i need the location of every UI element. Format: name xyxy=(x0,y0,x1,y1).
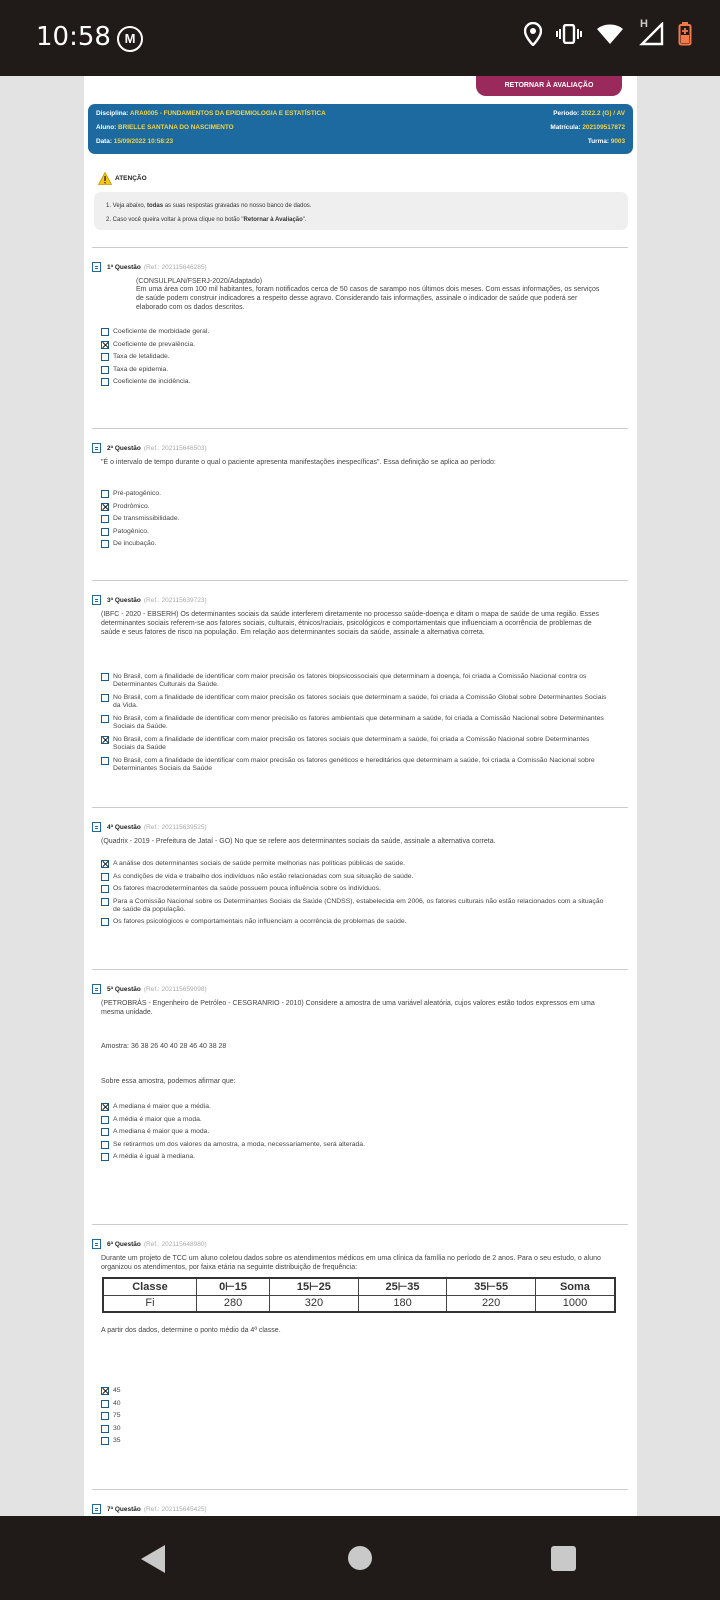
checkbox[interactable] xyxy=(101,1437,109,1445)
question-1-title: 1ª Questão (Ref.: 202115646285) xyxy=(92,262,207,272)
document-icon xyxy=(92,822,101,832)
checkbox[interactable] xyxy=(101,873,109,881)
student-info-box: Disciplina: ARA0005 - FUNDAMENTOS DA EPIDEMIOLOGIA E ESTATÍSTICA Período: 2022.2 (G) / AV Aluno: BRIELLE SANTANA DO NASCIMENTO Matrícula: 202109517872 Data: 15/09/2022 10:58:23 Turma: 9003 xyxy=(88,104,633,154)
document-icon xyxy=(92,1239,101,1249)
checkbox[interactable] xyxy=(101,490,109,498)
option[interactable]: No Brasil, com a finalidade de identificar com maior precisão os fatores sociais que determinam a saúde, foi criada a Comissão Nacional sobre Determinantes Sociais da Saúde xyxy=(101,736,611,752)
option[interactable]: 35 xyxy=(101,1437,121,1445)
option[interactable]: Se retirarmos um dos valores da amostra, a moda, necessariamente, será alterada. xyxy=(101,1141,365,1149)
option[interactable]: A análise dos determinantes sociais de saúde permite melhorias nas políticas públicas de saúde. xyxy=(101,860,611,868)
option[interactable]: Coeficiente de morbidade geral. xyxy=(101,328,209,336)
clock: 10:58 xyxy=(36,22,111,52)
question-6-stem: Durante um projeto de TCC um aluno coletou dados sobre os atendimentos médicos em uma clínica da família no período de 2 anos. Para o seu estudo, o aluno organizou os atendimentos, por faixa etária na seguinte distribuição de frequência: xyxy=(101,1255,601,1271)
checkbox[interactable] xyxy=(101,540,109,548)
exam-date: 15/09/2022 10:58:23 xyxy=(113,138,174,145)
question-6-options xyxy=(101,1387,121,1445)
checkbox[interactable] xyxy=(101,528,109,536)
checkbox[interactable] xyxy=(101,353,109,361)
course-name: FUNDAMENTOS DA EPIDEMIOLOGIA E ESTATÍSTICA xyxy=(163,110,326,117)
option[interactable]: De incubação. xyxy=(101,540,180,548)
divider xyxy=(92,1489,628,1490)
network-type: H xyxy=(640,18,648,30)
option[interactable]: A mediana é maior que a moda. xyxy=(101,1128,365,1136)
question-4-title: 4ª Questão (Ref.: 202115639525) xyxy=(92,822,207,832)
question-7-title: 7ª Questão (Ref.: 202115645425) xyxy=(92,1504,207,1514)
option[interactable]: Coeficiente de prevalência. xyxy=(101,341,209,349)
divider xyxy=(92,1224,628,1225)
option[interactable]: Prodrômico. xyxy=(101,503,180,511)
checkbox-checked[interactable] xyxy=(101,1387,109,1395)
question-3-title: 3ª Questão (Ref.: 202115639723) xyxy=(92,595,207,605)
wifi-icon xyxy=(596,23,624,45)
signal-icon xyxy=(638,22,664,46)
option[interactable]: A média é igual à mediana. xyxy=(101,1153,365,1161)
checkbox[interactable] xyxy=(101,1153,109,1161)
checkbox-checked[interactable] xyxy=(101,1103,109,1111)
question-2-stem: "É o intervalo de tempo durante o qual o paciente apresenta manifestações inespecíficas". Essa definição se aplica ao período: xyxy=(101,459,496,466)
checkbox[interactable] xyxy=(101,1400,109,1408)
option[interactable]: Pré-patogênico. xyxy=(101,490,180,498)
divider xyxy=(92,247,628,248)
document-icon xyxy=(92,595,101,605)
divider xyxy=(92,580,628,581)
question-1-stem: Em uma área com 100 mil habitantes, foram notificados cerca de 50 casos de sarampo nos últimos dois meses. Com essas informações, os serviços de saúde podem construir indicadores a respeito desse agravo. Considerando tais informações, assinale o indicador de saúde que poderá ser elaborado com os dados descritos. xyxy=(136,286,600,311)
registration-number: 202109517872 xyxy=(582,124,625,131)
checkbox[interactable] xyxy=(101,757,109,765)
home-icon[interactable] xyxy=(348,1546,372,1570)
student-name: BRIELLE SANTANA DO NASCIMENTO xyxy=(118,124,234,131)
option[interactable]: 45 xyxy=(101,1387,121,1395)
option[interactable]: Patogênico. xyxy=(101,528,180,536)
checkbox[interactable] xyxy=(101,1128,109,1136)
exam-review-page xyxy=(84,76,637,1516)
option[interactable]: No Brasil, com a finalidade de identificar com menor precisão os fatores ambientais que determinam a saúde, foi criada a Comissão Nacional sobre Determinantes Sociais da Saúde. xyxy=(101,715,611,731)
checkbox[interactable] xyxy=(101,1116,109,1124)
checkbox-checked[interactable] xyxy=(101,860,109,868)
checkbox-checked[interactable] xyxy=(101,341,109,349)
option[interactable]: Os fatores psicológicos e comportamentais não influenciam a ocorrência de problemas de saúde. xyxy=(101,918,611,926)
recent-apps-icon[interactable] xyxy=(551,1546,576,1571)
return-to-evaluation-button[interactable]: RETORNAR À AVALIAÇÃO xyxy=(476,76,622,96)
checkbox[interactable] xyxy=(101,694,109,702)
checkbox[interactable] xyxy=(101,673,109,681)
location-icon xyxy=(524,22,542,46)
question-5-title: 5ª Questão (Ref.: 202115659098) xyxy=(92,984,207,994)
question-6-title: 6ª Questão (Ref.: 202115648980) xyxy=(92,1239,207,1249)
checkbox[interactable] xyxy=(101,328,109,336)
option[interactable]: No Brasil, com a finalidade de identificar com maior precisão os fatores genéticos e hereditários que determinam a saúde, foi criada a Comissão Nacional sobre Determinantes Sociais da Saúde xyxy=(101,757,611,773)
question-5-sample: Amostra: 36 38 26 40 40 28 46 40 38 28 xyxy=(101,1043,227,1050)
option[interactable]: Taxa de epidemia. xyxy=(101,366,209,374)
checkbox-checked[interactable] xyxy=(101,736,109,744)
question-4-options xyxy=(101,860,611,926)
status-bar xyxy=(0,0,720,76)
option[interactable]: 30 xyxy=(101,1425,121,1433)
frequency-table xyxy=(102,1277,616,1313)
divider xyxy=(92,807,628,808)
option[interactable]: Coeficiente de incidência. xyxy=(101,378,209,386)
checkbox[interactable] xyxy=(101,1412,109,1420)
document-icon xyxy=(92,1504,101,1514)
question-2-title: 2ª Questão (Ref.: 202115646503) xyxy=(92,443,207,453)
document-icon xyxy=(92,984,101,994)
document-icon xyxy=(92,262,101,272)
table-row: Fi 280 320 180 220 1000 xyxy=(103,1295,615,1312)
option[interactable]: As condições de vida e trabalho dos indivíduos não estão relacionadas com sua situação de saúde. xyxy=(101,873,611,881)
question-5-prompt: Sobre essa amostra, podemos afirmar que: xyxy=(101,1078,236,1085)
checkbox[interactable] xyxy=(101,366,109,374)
question-2-options xyxy=(101,490,180,548)
question-5-stem: (PETROBRÁS - Engenheiro de Petróleo - CESGRANRIO - 2010) Considere a amostra de uma variável aleatória, cujos valores estão todos expressos em uma mesma unidade. xyxy=(101,1000,595,1016)
navigation-bar xyxy=(0,1516,720,1600)
question-3-stem: (IBFC - 2020 - EBSERH) Os determinantes sociais da saúde interferem diretamente no processo saúde-doença e ditam o mapa de saúde de uma região. Esses determinantes sociais referem-se aos fatores sociais, culturais, étnicos/raciais, psicológicos e comportamentais que influenciam a ocorrência de problemas de saúde e seus fatores de risco na população. Em relação aos determinantes sociais da saúde, assinale a alternativa correta. xyxy=(101,611,600,636)
back-icon[interactable] xyxy=(140,1544,166,1574)
divider xyxy=(92,969,628,970)
attention-heading: ATENÇÃO xyxy=(98,172,147,185)
question-6-prompt: A partir dos dados, determine o ponto médio da 4ª classe. xyxy=(101,1327,281,1334)
warning-icon xyxy=(98,172,112,185)
option[interactable]: No Brasil, com a finalidade de identificar com maior precisão os fatores biopsicossociais que determinam a doença, foi criada a Comissão Nacional contra os Determinantes Culturais da Saúde. xyxy=(101,673,611,689)
document-icon xyxy=(92,443,101,453)
checkbox[interactable] xyxy=(101,898,109,906)
question-1-options xyxy=(101,328,209,386)
question-5-options xyxy=(101,1103,365,1161)
divider xyxy=(92,428,628,429)
checkbox[interactable] xyxy=(101,1141,109,1149)
motorola-logo-icon: M xyxy=(117,26,143,52)
battery-icon xyxy=(678,22,692,46)
question-3-options xyxy=(101,673,611,773)
vibrate-icon xyxy=(556,24,582,44)
option[interactable]: 75 xyxy=(101,1412,121,1420)
option[interactable]: A média é maior que a moda. xyxy=(101,1116,365,1124)
checkbox[interactable] xyxy=(101,918,109,926)
option[interactable]: No Brasil, com a finalidade de identificar com maior precisão os fatores sociais que determinam a saúde, foi criada a Comissão Global sobre Determinantes Sociais da Vida. xyxy=(101,694,611,710)
checkbox[interactable] xyxy=(101,515,109,523)
period-value: 2022.2 (G) / AV xyxy=(580,110,625,117)
attention-box: 1. Veja abaixo, todas as suas respostas gravadas no nosso banco de dados. 2. Caso você queira voltar à prova clique no botão "Retornar à Avaliação". xyxy=(94,192,628,230)
question-1-source: (CONSULPLAN/FSERJ-2020/Adaptado) xyxy=(136,278,263,285)
checkbox[interactable] xyxy=(101,378,109,386)
option[interactable]: De transmissibilidade. xyxy=(101,515,180,523)
checkbox[interactable] xyxy=(101,1425,109,1433)
question-4-stem: (Quadrix - 2019 - Prefeitura de Jataí - GO) No que se refere aos determinantes sociais da saúde, assinale a alternativa correta. xyxy=(101,838,496,845)
table-header-row: Classe 0⊢15 15⊢25 25⊢35 35⊢55 Soma xyxy=(103,1278,615,1295)
checkbox-checked[interactable] xyxy=(101,503,109,511)
checkbox[interactable] xyxy=(101,885,109,893)
checkbox[interactable] xyxy=(101,715,109,723)
option[interactable]: 40 xyxy=(101,1400,121,1408)
option[interactable]: Para a Comissão Nacional sobre os Determinantes Sociais da Saúde (CNDSS), estabelecida em 2006, os fatores culturais não estão relacionados com a situação de saúde da população. xyxy=(101,898,611,914)
option[interactable]: Taxa de letalidade. xyxy=(101,353,209,361)
option[interactable]: Os fatores macrodeterminantes da saúde possuem pouca influência sobre os indivíduos. xyxy=(101,885,611,893)
class-number: 9003 xyxy=(610,138,625,145)
option[interactable]: A mediana é maior que a média. xyxy=(101,1103,365,1111)
